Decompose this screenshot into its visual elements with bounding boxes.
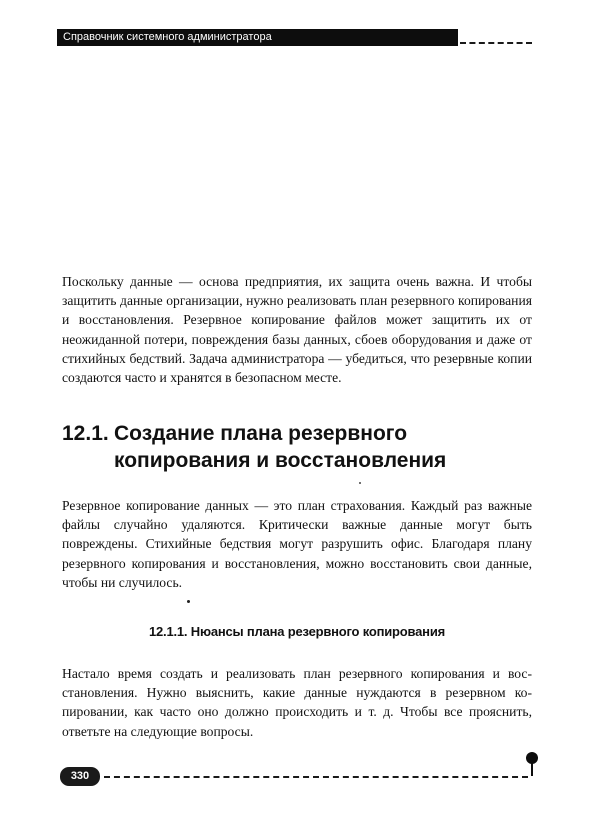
page-number: 330 bbox=[70, 770, 90, 782]
page-number-badge bbox=[60, 767, 100, 786]
intro-paragraph: Поскольку данные — основа предприятия, их защита очень важна. И чтобы защитить данные организации, нужно реализовать план резервного копирования и восстановления. Резервное копирование файлов может защитить их от неожиданной потери, повреждения базы данных, сбоев оборудования и даже от стихийных бедствий. Задача администратора — убедиться, что резервные копии создаются часто и хранятся в безопасном месте. bbox=[62, 274, 532, 386]
section-title-line2: копирования и восстановления bbox=[114, 449, 447, 472]
running-header-title: Справочник системного администратора bbox=[63, 31, 272, 43]
footer-ornament-ball bbox=[526, 752, 538, 764]
footer-ornament-stem bbox=[531, 762, 533, 776]
header-dotted-rule bbox=[460, 42, 532, 44]
running-header bbox=[57, 29, 458, 46]
section-paragraph: Резервное копирование данных — это план страхования. Каждый раз важные файлы случайно удаляются. Критически важные данные могут быть повреждены. Стихийные бедствия могут разрушить офис. Благодаря плану резервного копирования и восстановления, можно восстановить свои данные, чтобы ни случилось. bbox=[62, 498, 532, 590]
footer-dotted-rule bbox=[104, 776, 528, 778]
section-title-line1: Создание плана резервного bbox=[114, 422, 408, 445]
print-speck bbox=[187, 600, 190, 603]
section-heading bbox=[62, 420, 532, 474]
subsection-paragraph: Настало время создать и реализовать план резервного копирования и восстановления. Нужно выяснить, какие данные нуждаются в резервном копировании, как часто оно должно происходить и т. д. Чтобы все прояснить, ответьте на следующие вопросы. bbox=[62, 666, 532, 739]
subsection-heading: 12.1.1. Нюансы плана резервного копирования bbox=[148, 624, 445, 639]
print-speck bbox=[359, 482, 361, 484]
section-number: 12.1. bbox=[62, 422, 109, 445]
